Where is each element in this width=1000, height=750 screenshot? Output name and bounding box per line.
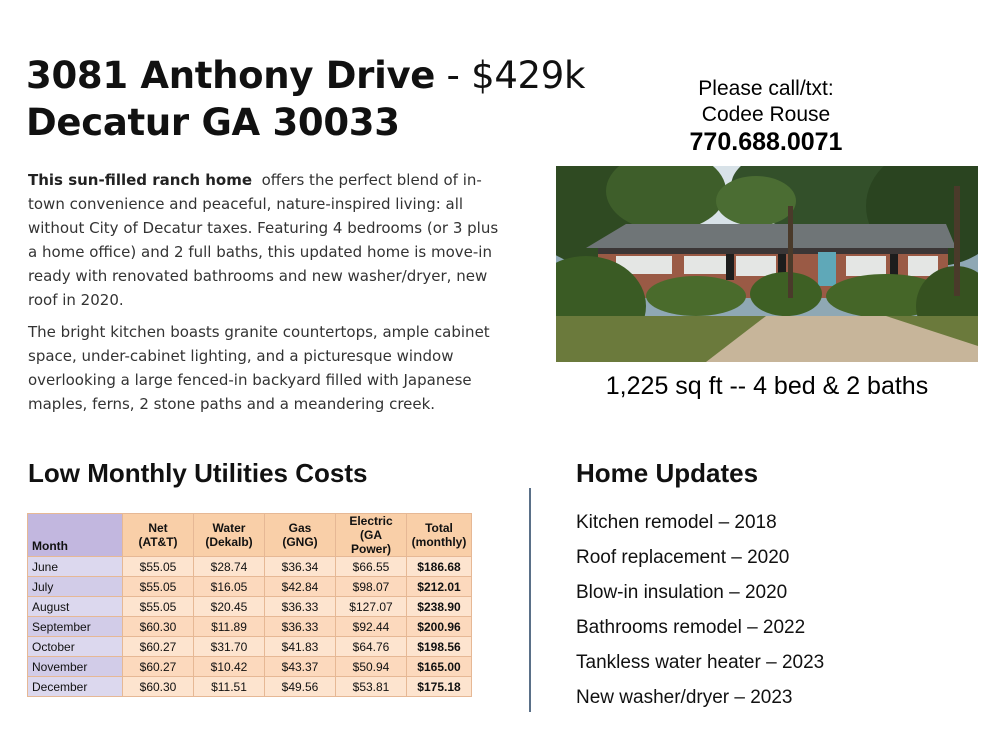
list-item: Roof replacement – 2020 — [576, 547, 790, 568]
cell-net: $55.05 — [123, 557, 194, 577]
cell-water: $20.45 — [194, 597, 265, 617]
cell-month: July — [28, 577, 123, 597]
cell-total: $200.96 — [407, 617, 472, 637]
house-roof — [586, 224, 956, 248]
contact-block — [650, 76, 882, 156]
description-body-1: offers the perfect blend of in-town convenience and peaceful, nature-inspired living: all without City of Decatur taxes. Featuring 4 bedrooms (or 3 plus a home office) and 2 full baths, this updated home is move-in ready with renovated bathrooms and new washer/dryer, new roof in 2020. — [28, 171, 503, 309]
cell-net: $55.05 — [123, 597, 194, 617]
property-description — [28, 168, 508, 424]
property-specs: 1,225 sq ft -- 4 bed & 2 baths — [605, 372, 929, 400]
section-divider — [529, 488, 531, 712]
listing-price: $429k — [471, 54, 586, 97]
contact-name: Codee Rouse — [701, 103, 831, 126]
price-separator: - — [435, 54, 472, 97]
table-row — [28, 597, 472, 617]
cell-gas: $36.33 — [265, 617, 336, 637]
listing-title — [26, 52, 666, 146]
cell-total: $186.68 — [407, 557, 472, 577]
updates-list — [576, 505, 824, 715]
table-row — [28, 577, 472, 597]
description-paragraph-1 — [28, 168, 508, 312]
cell-electric: $53.81 — [336, 677, 407, 697]
cell-net: $55.05 — [123, 577, 194, 597]
cell-total: $198.56 — [407, 637, 472, 657]
cell-net: $60.30 — [123, 677, 194, 697]
cell-gas: $43.37 — [265, 657, 336, 677]
contact-phone: 770.688.0071 — [689, 128, 843, 156]
cell-electric: $50.94 — [336, 657, 407, 677]
cell-water: $16.05 — [194, 577, 265, 597]
cell-water: $10.42 — [194, 657, 265, 677]
cell-water: $11.51 — [194, 677, 265, 697]
description-paragraph-2: The bright kitchen boasts granite countertops, ample cabinet space, under-cabinet lighting, and a picturesque window overlooking a large fenced-in backyard filled with Japanese maples, ferns, 2 stone paths and a meandering creek. — [28, 323, 490, 413]
cell-month: October — [28, 637, 123, 657]
cell-month: September — [28, 617, 123, 637]
list-item: New washer/dryer – 2023 — [576, 687, 793, 708]
utilities-title: Low Monthly Utilities Costs — [28, 458, 368, 488]
cell-month: August — [28, 597, 123, 617]
cell-water: $28.74 — [194, 557, 265, 577]
address-city: Decatur GA 30033 — [26, 101, 400, 144]
header-water: Water (Dekalb) — [194, 514, 265, 557]
house-photo — [556, 166, 978, 362]
cell-gas: $41.83 — [265, 637, 336, 657]
table-row — [28, 557, 472, 577]
table-row — [28, 657, 472, 677]
cell-net: $60.27 — [123, 657, 194, 677]
description-lead: This sun-filled ranch home — [28, 171, 253, 189]
header-gas: Gas (GNG) — [265, 514, 336, 557]
cell-electric: $92.44 — [336, 617, 407, 637]
cell-month: December — [28, 677, 123, 697]
cell-gas: $49.56 — [265, 677, 336, 697]
address-street: 3081 Anthony Drive — [26, 54, 436, 97]
cell-gas: $36.33 — [265, 597, 336, 617]
list-item: Blow-in insulation – 2020 — [576, 582, 788, 603]
cell-gas: $36.34 — [265, 557, 336, 577]
title-line-1 — [26, 52, 666, 99]
cell-electric: $64.76 — [336, 637, 407, 657]
table-row — [28, 617, 472, 637]
cell-month: November — [28, 657, 123, 677]
header-electric: Electric (GA Power) — [336, 514, 407, 557]
cell-net: $60.30 — [123, 617, 194, 637]
cell-water: $11.89 — [194, 617, 265, 637]
header-net: Net (AT&T) — [123, 514, 194, 557]
list-item: Kitchen remodel – 2018 — [576, 512, 777, 533]
cell-water: $31.70 — [194, 637, 265, 657]
cell-gas: $42.84 — [265, 577, 336, 597]
updates-title: Home Updates — [576, 458, 759, 488]
cell-net: $60.27 — [123, 637, 194, 657]
contact-prompt: Please call/txt: — [698, 77, 834, 100]
header-month: Month — [28, 514, 123, 557]
table-header-row — [28, 514, 472, 557]
cell-total: $238.90 — [407, 597, 472, 617]
cell-electric: $66.55 — [336, 557, 407, 577]
cell-total: $165.00 — [407, 657, 472, 677]
cell-total: $212.01 — [407, 577, 472, 597]
cell-electric: $127.07 — [336, 597, 407, 617]
table-row — [28, 677, 472, 697]
header-total: Total (monthly) — [407, 514, 472, 557]
cell-total: $175.18 — [407, 677, 472, 697]
cell-electric: $98.07 — [336, 577, 407, 597]
cell-month: June — [28, 557, 123, 577]
list-item: Tankless water heater – 2023 — [576, 652, 825, 673]
utilities-table — [27, 513, 472, 697]
table-row — [28, 637, 472, 657]
list-item: Bathrooms remodel – 2022 — [576, 617, 806, 638]
house-door — [818, 252, 836, 286]
